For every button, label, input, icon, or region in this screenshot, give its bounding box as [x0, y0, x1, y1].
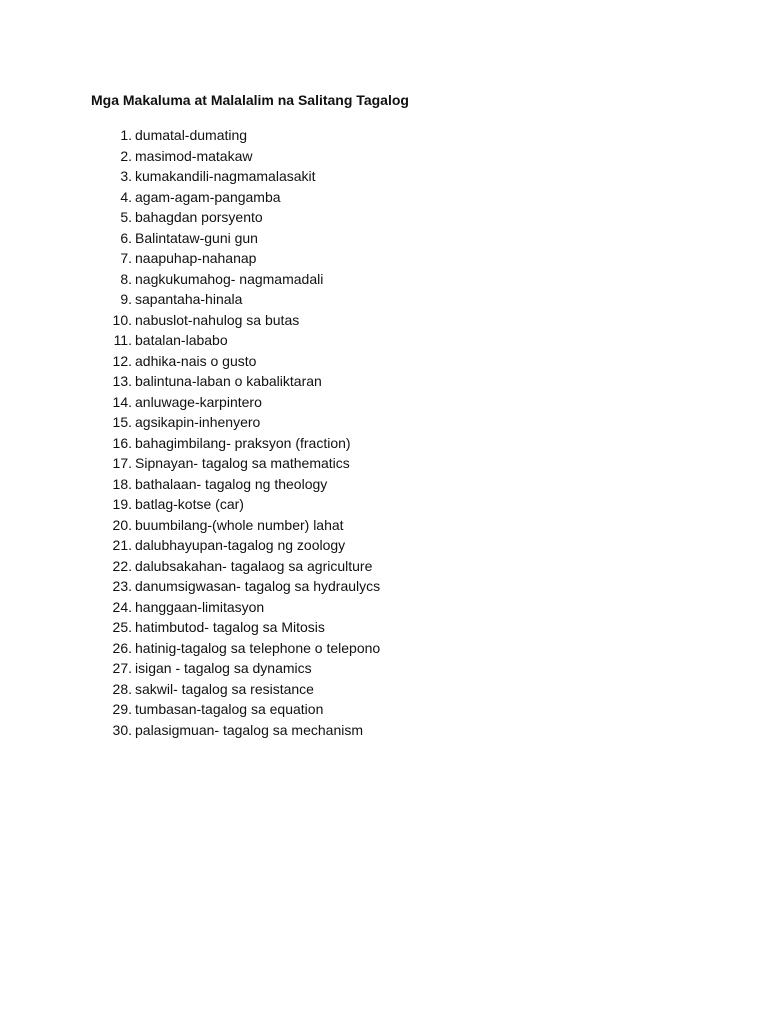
list-item-number: 23.: [112, 578, 132, 594]
list-item-number: 20.: [112, 516, 132, 533]
list-item-number: 25.: [112, 619, 132, 635]
list-item-text: naapuhap-nahanap: [135, 250, 257, 266]
list-item-text: hatimbutod- tagalog sa Mitosis: [135, 619, 325, 635]
list-item-text: dalubsakahan- tagalaog sa agriculture: [135, 557, 373, 574]
list-item-number: 24.: [112, 598, 132, 615]
list-item-number: 28.: [112, 680, 132, 697]
list-item-text: nabuslot-nahulog sa butas: [135, 311, 300, 328]
list-item-number: 3.: [120, 168, 132, 184]
list-item-text: batalan-lababo: [135, 332, 228, 348]
list-item-number: 26.: [112, 639, 132, 656]
list-item-text: buumbilang-(whole number) lahat: [135, 516, 344, 533]
list-item-number: 17.: [112, 455, 132, 471]
list-item-text: anluwage-karpintero: [135, 393, 262, 410]
list-item-text: palasigmuan- tagalog sa mechanism: [135, 721, 364, 738]
list-item-number: 8.: [120, 270, 132, 287]
list-item-text: isigan - tagalog sa dynamics: [135, 660, 312, 676]
list-item-number: 15.: [112, 414, 132, 430]
list-item-text: agsikapin-inhenyero: [135, 414, 261, 430]
list-item-number: 6.: [120, 229, 132, 246]
list-item-number: 27.: [112, 660, 132, 676]
list-item-number: 14.: [112, 393, 132, 410]
list-item-text: tumbasan-tagalog sa equation: [135, 701, 324, 717]
list-item-text: bahagdan porsyento: [135, 209, 263, 225]
list-item-number: 11.: [113, 332, 132, 348]
list-item-text: sakwil- tagalog sa resistance: [135, 680, 314, 697]
list-item-text: bathalaan- tagalog ng theology: [135, 475, 328, 492]
list-item-text: bahagimbilang- praksyon (fraction): [135, 434, 351, 451]
list-item-number: 12.: [112, 352, 132, 369]
list-item-number: 30.: [112, 721, 132, 738]
list-item-text: dalubhayupan-tagalog ng zoology: [135, 537, 346, 553]
list-item-number: 2.: [120, 147, 132, 164]
list-item-number: 21.: [112, 537, 132, 553]
list-item-text: masimod-matakaw: [135, 147, 253, 164]
list-item-text: batlag-kotse (car): [135, 496, 244, 512]
list-item-text: kumakandili-nagmamalasakit: [135, 168, 316, 184]
list-item-text: hanggaan-limitasyon: [135, 598, 265, 615]
list-item-text: sapantaha-hinala: [135, 291, 243, 307]
list-item-number: 29.: [112, 701, 132, 717]
list-item-number: 18.: [112, 475, 132, 492]
list-item-text: Sipnayan- tagalog sa mathematics: [135, 455, 350, 471]
list-item-text: nagkukumahog- nagmamadali: [135, 270, 324, 287]
list-item-number: 22.: [112, 557, 132, 574]
list-item-text: hatinig-tagalog sa telephone o telepono: [135, 639, 381, 656]
list-item-number: 13.: [112, 373, 132, 389]
list-item-number: 5.: [120, 209, 132, 225]
list-item-text: danumsigwasan- tagalog sa hydraulycs: [135, 578, 381, 594]
list-item-number: 1.: [120, 127, 132, 143]
list-item-number: 9.: [120, 291, 132, 307]
list-item-number: 10.: [112, 311, 132, 328]
list-item-text: agam-agam-pangamba: [135, 188, 281, 205]
list-item-text: adhika-nais o gusto: [135, 352, 257, 369]
document-title: Mga Makaluma at Malalalim na Salitang Tagalog: [91, 92, 409, 108]
list-item-text: dumatal-dumating: [135, 127, 248, 143]
list-item-number: 4.: [120, 188, 132, 205]
list-item-number: 16.: [112, 434, 132, 451]
list-item-number: 19.: [112, 496, 132, 512]
list-item-text: Balintataw-guni gun: [135, 229, 258, 246]
list-item-text: balintuna-laban o kabaliktaran: [135, 373, 322, 389]
list-item-number: 7.: [120, 250, 132, 266]
